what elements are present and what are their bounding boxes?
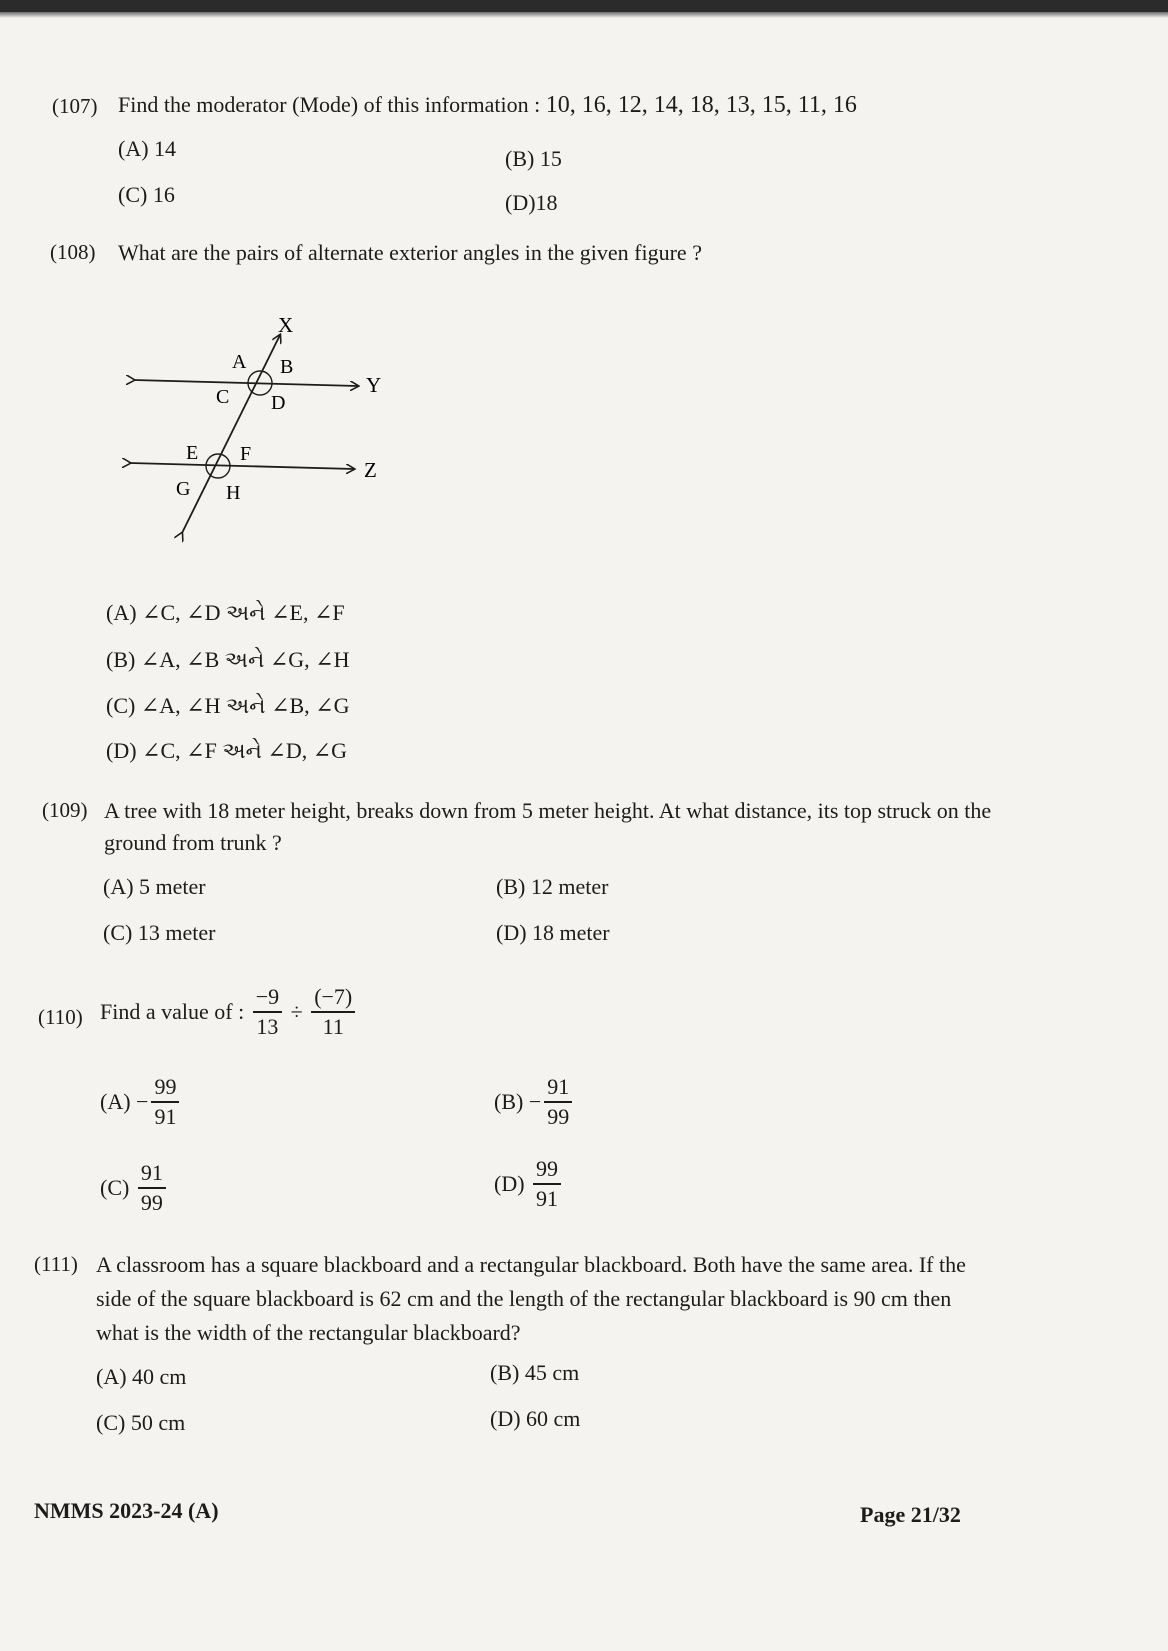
question-text (100, 984, 358, 1040)
option-c[interactable]: (C) ∠A, ∠H અને ∠B, ∠G (106, 693, 350, 718)
question-number: (107) (52, 94, 98, 118)
fraction-1 (253, 984, 282, 1040)
question-data: 10, 16, 12, 14, 18, 13, 15, 11, 16 (545, 92, 857, 118)
question-text-line-1: A classroom has a square blackboard and a rectangular blackboard. Both have the same area. If the (96, 1252, 966, 1277)
option-sign: − (136, 1089, 149, 1114)
option-fraction (533, 1156, 561, 1212)
option-label: (D) (494, 1171, 525, 1196)
option-d[interactable]: (D) ∠C, ∠F અને ∠D, ∠G (106, 738, 348, 763)
fraction-numerator: (−7) (311, 984, 355, 1013)
option-fraction (138, 1160, 166, 1216)
fraction-numerator: 91 (138, 1160, 166, 1189)
question-number: (110) (38, 1005, 83, 1029)
label-d: D (271, 392, 286, 414)
option-a[interactable]: (A) 14 (118, 136, 177, 161)
label-z: Z (364, 458, 377, 482)
option-b[interactable]: (B) ∠A, ∠B અને ∠G, ∠H (106, 647, 350, 672)
option-label: (A) (100, 1089, 131, 1114)
fraction-numerator: −9 (253, 984, 282, 1013)
label-b: B (280, 356, 294, 378)
line-y (134, 380, 358, 386)
option-c[interactable]: (C) 13 meter (103, 920, 216, 945)
option-b[interactable]: (B) 45 cm (490, 1360, 580, 1385)
option-d[interactable]: (D) 60 cm (490, 1406, 581, 1431)
question-number: (108) (50, 240, 96, 264)
question-text-line-1: A tree with 18 meter height, breaks down from 5 meter height. At what distance, its top struck on the (104, 798, 992, 823)
label-e: E (186, 442, 199, 464)
fraction-denominator: 91 (154, 1104, 177, 1129)
fraction-numerator: 99 (151, 1074, 179, 1103)
option-d[interactable]: (D)18 (505, 190, 558, 215)
option-a[interactable]: (A) 40 cm (96, 1364, 187, 1389)
label-c: C (216, 386, 230, 408)
label-y: Y (366, 373, 382, 397)
footer-page-number: Page 21/32 (860, 1502, 961, 1527)
question-number: (111) (34, 1252, 78, 1276)
fraction-denominator: 13 (256, 1014, 279, 1039)
question-text: What are the pairs of alternate exterior angles in the given figure ? (118, 240, 702, 265)
option-c[interactable]: (C) 16 (118, 182, 175, 207)
option-a[interactable]: (A) ∠C, ∠D અને ∠E, ∠F (106, 600, 345, 625)
question-text (118, 88, 857, 122)
option-b[interactable]: (B) 15 (505, 146, 562, 171)
option-b[interactable] (494, 1074, 575, 1130)
label-h: H (226, 482, 241, 504)
option-fraction (544, 1074, 572, 1130)
fraction-denominator: 99 (140, 1190, 163, 1215)
question-number: (109) (42, 798, 88, 822)
option-d[interactable] (494, 1156, 564, 1212)
label-x: X (278, 313, 294, 337)
option-fraction (151, 1074, 179, 1130)
question-text-line-3: what is the width of the rectangular blackboard? (96, 1320, 521, 1345)
label-g: G (176, 478, 191, 500)
option-b[interactable]: (B) 12 meter (496, 874, 609, 899)
parallel-lines-transversal-figure (120, 305, 400, 545)
division-sign: ÷ (290, 999, 303, 1024)
fraction-numerator: 91 (544, 1074, 572, 1103)
option-label: (C) (100, 1175, 130, 1200)
option-c[interactable]: (C) 50 cm (96, 1410, 186, 1435)
label-a: A (232, 351, 247, 373)
option-c[interactable] (100, 1160, 169, 1216)
option-a[interactable] (100, 1074, 182, 1130)
fraction-numerator: 99 (533, 1156, 561, 1185)
scan-top-edge (0, 0, 1168, 12)
label-f: F (240, 443, 252, 465)
option-d[interactable]: (D) 18 meter (496, 920, 610, 945)
question-text-line-2: ground from trunk ? (104, 830, 282, 855)
fraction-denominator: 91 (536, 1186, 559, 1211)
fraction-2 (311, 984, 355, 1040)
scan-top-shadow (0, 12, 1168, 18)
option-a[interactable]: (A) 5 meter (103, 874, 206, 899)
footer-exam-code: NMMS 2023-24 (A) (34, 1498, 219, 1523)
question-prompt: Find the moderator (Mode) of this information : (118, 92, 541, 117)
fraction-denominator: 99 (547, 1104, 570, 1129)
fraction-denominator: 11 (322, 1014, 344, 1039)
question-text-line-2: side of the square blackboard is 62 cm and the length of the rectangular blackboard is 90 cm then (96, 1286, 952, 1311)
question-prompt: Find a value of : (100, 999, 245, 1024)
option-label: (B) (494, 1089, 524, 1114)
option-sign: − (528, 1089, 542, 1114)
